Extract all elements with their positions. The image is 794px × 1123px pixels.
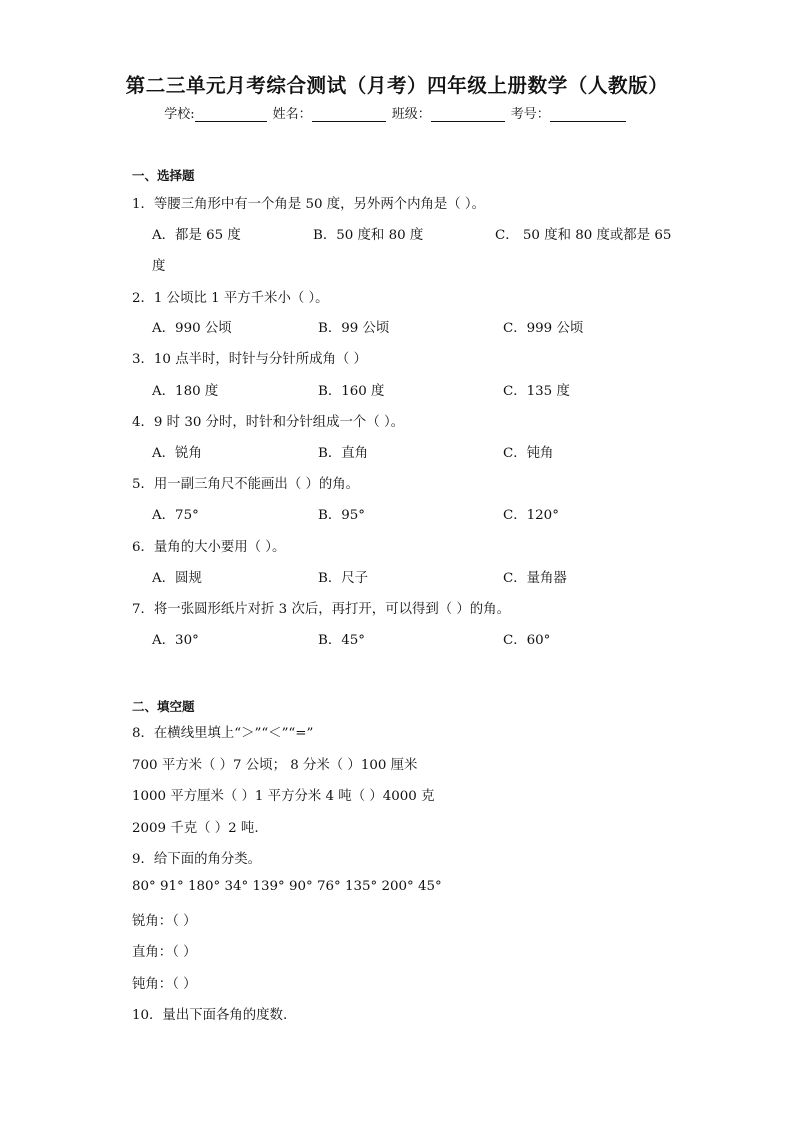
- question-6-option-b[interactable]: B．尺子: [318, 571, 369, 586]
- question-9-angle-list: 80° 91° 180° 34° 139° 90° 76° 135° 200° 45°: [132, 879, 442, 894]
- question-8-line-3: 2009 千克（ ）2 吨.: [132, 821, 259, 836]
- name-label: 姓名：: [272, 107, 312, 122]
- question-4-option-a[interactable]: A．锐角: [152, 446, 202, 461]
- question-9-stem: 9．给下面的角分类。: [132, 852, 262, 867]
- question-9-obtuse-blank[interactable]: 钝角：（ ）: [132, 977, 197, 992]
- name-field[interactable]: [312, 107, 386, 122]
- question-7-option-a[interactable]: A．30°: [152, 633, 199, 648]
- question-8-stem: 8．在横线里填上“＞”“＜”“=”: [132, 726, 314, 741]
- question-3-option-a[interactable]: A．180 度: [152, 384, 219, 399]
- question-3-stem: 3．10 点半时，时针与分针所成角（ ）: [132, 352, 367, 367]
- question-6-stem: 6．量角的大小要用（ ）。: [132, 540, 286, 555]
- student-info-line: [0, 103, 794, 122]
- question-2-option-b[interactable]: B．99 公顷: [318, 321, 390, 336]
- question-8-line-1: 700 平方米（ ）7 公顷； 8 分米（ ）100 厘米: [132, 758, 418, 773]
- question-2-option-a[interactable]: A．990 公顷: [152, 321, 232, 336]
- question-1-option-c-wrap: 度: [152, 259, 166, 274]
- question-1-option-c[interactable]: C． 50 度和 80 度或都是 65: [495, 228, 672, 243]
- section-heading-choice: 一、选择题: [132, 168, 195, 183]
- question-10-stem: 10．量出下面各角的度数.: [132, 1008, 288, 1023]
- number-field[interactable]: [550, 107, 626, 122]
- question-5-option-c[interactable]: C．120°: [503, 508, 559, 523]
- question-8-line-2: 1000 平方厘米（ ）1 平方分米 4 吨（ ）4000 克: [132, 789, 435, 804]
- question-3-option-b[interactable]: B．160 度: [318, 384, 385, 399]
- question-5-stem: 5．用一副三角尺不能画出（ ）的角。: [132, 477, 360, 492]
- page-title: 第二三单元月考综合测试（月考）四年级上册数学（人教版）: [125, 74, 669, 97]
- question-7-option-b[interactable]: B．45°: [318, 633, 365, 648]
- question-7-option-c[interactable]: C．60°: [503, 633, 551, 648]
- question-5-option-a[interactable]: A．75°: [152, 508, 199, 523]
- school-label: 学校:: [164, 107, 195, 122]
- number-label: 考号：: [510, 107, 550, 122]
- question-3-option-c[interactable]: C．135 度: [503, 384, 570, 399]
- question-9-acute-blank[interactable]: 锐角：（ ）: [132, 914, 197, 929]
- question-1-option-a[interactable]: A．都是 65 度: [152, 228, 241, 243]
- question-4-option-b[interactable]: B．直角: [318, 446, 369, 461]
- question-7-stem: 7．将一张圆形纸片对折 3 次后，再打开，可以得到（ ）的角。: [132, 602, 510, 617]
- school-field[interactable]: [195, 107, 267, 122]
- question-4-stem: 4．9 时 30 分时，时针和分针组成一个（ ）。: [132, 415, 405, 430]
- question-5-option-b[interactable]: B．95°: [318, 508, 365, 523]
- section-heading-fill: 二、填空题: [132, 699, 195, 714]
- question-2-option-c[interactable]: C．999 公顷: [503, 321, 584, 336]
- class-label: 班级：: [391, 107, 431, 122]
- question-1-stem: 1．等腰三角形中有一个角是 50 度，另外两个内角是（ ）。: [132, 197, 486, 212]
- class-field[interactable]: [431, 107, 505, 122]
- question-6-option-a[interactable]: A．圆规: [152, 571, 202, 586]
- question-9-right-blank[interactable]: 直角：（ ）: [132, 945, 197, 960]
- question-1-option-b[interactable]: B．50 度和 80 度: [313, 228, 424, 243]
- question-2-stem: 2．1 公顷比 1 平方千米小（ ）。: [132, 291, 329, 306]
- question-4-option-c[interactable]: C．钝角: [503, 446, 554, 461]
- question-6-option-c[interactable]: C．量角器: [503, 571, 567, 586]
